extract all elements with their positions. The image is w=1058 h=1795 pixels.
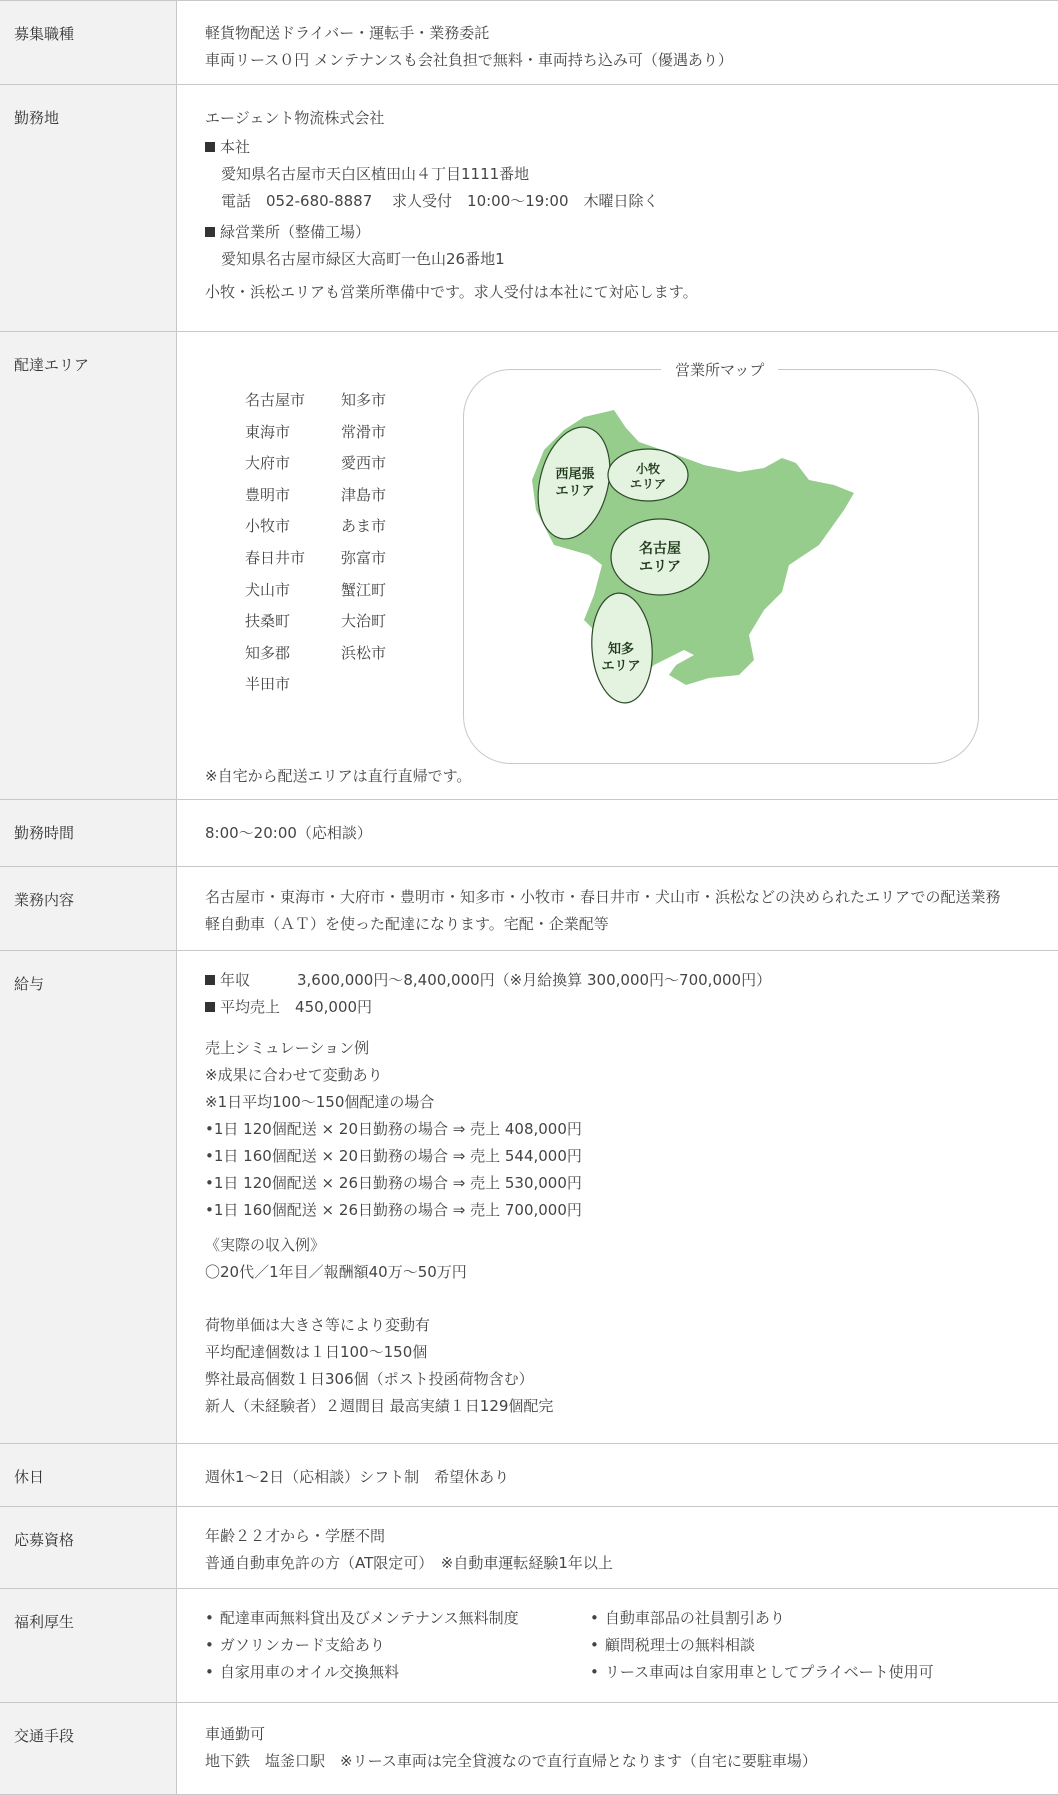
area-item: 名古屋市 [245,391,306,409]
row-benefits [0,1589,1058,1703]
square-bullet-icon [205,1002,215,1012]
benefit-item: • 顧問税理士の無料相談 [590,1632,970,1659]
area-item: 扶桑町 [245,612,291,631]
row-label: 応募資格 [0,1507,177,1588]
row-label: 業務内容 [0,867,177,950]
row-label: 交通手段 [0,1703,177,1794]
hq-title: 本社 [220,138,251,156]
row-value [177,1,1058,84]
holidays-value: 週休1～2日（応相談）シフト制 希望休あり [205,1468,510,1486]
area-item: あま市 [341,517,387,536]
simulation-line: •1日 160個配送 × 20日勤務の場合 ⇒ 売上 544,000円 [205,1147,582,1165]
row-value [177,1703,1058,1794]
qualification-line: 年齢２２才から・学歴不問 [205,1527,386,1545]
square-bullet-icon [205,227,215,237]
area-item: 弥富市 [341,548,387,567]
square-bullet-icon [205,142,215,152]
area-item: 大治町 [341,612,387,631]
row-value [177,332,1058,799]
area-item: 浜松市 [341,643,387,662]
branch-title: 緑営業所（整備工場） [220,223,371,241]
area-item: 東海市 [245,422,291,441]
transport-line: 車通勤可 [205,1725,266,1743]
row-salary [0,951,1058,1444]
duties-line: 名古屋市・東海市・大府市・豊明市・知多市・小牧市・春日井市・犬山市・浜松などの決められたエリアでの配送業務 [205,888,1001,906]
row-value [177,1589,1058,1702]
row-hours [0,800,1058,867]
job-type-line: 軽貨物配送ドライバー・運転手・業務委託 [205,24,490,42]
benefit-item: • 配達車両無料貸出及びメンテナンス無料制度 [205,1605,590,1632]
map-title: 営業所マップ [661,360,778,380]
hours-value: 8:00～20:00（応相談） [205,824,372,842]
simulation-line: ※1日平均100〜150個配達の場合 [205,1093,435,1111]
row-duties [0,867,1058,951]
row-value [177,800,1058,866]
row-job-type [0,1,1058,85]
salary-note-line: 新人（未経験者）２週間目 最高実績１日129個配完 [205,1397,554,1415]
area-item: 犬山市 [245,580,291,599]
qualification-line: 普通自動車免許の方（AT限定可） ※自動車運転経験1年以上 [205,1554,613,1572]
area-item: 春日井市 [245,548,306,567]
area-list [245,387,421,698]
map-label-chita: 知多 [607,642,635,657]
simulation-line: •1日 120個配送 × 20日勤務の場合 ⇒ 売上 408,000円 [205,1120,582,1138]
area-map-svg [464,370,980,765]
annual-label: 年収 [220,971,251,989]
simulation-line: 売上シミュレーション例 [205,1039,370,1057]
row-delivery-area [0,332,1058,800]
map-label-area: エリア [555,484,595,499]
salary-average [205,994,1058,1021]
salary-note-line: 弊社最高個数１日306個（ポスト投函荷物含む） [205,1370,534,1388]
benefit-item: • リース車両は自家用車としてプライベート使用可 [590,1659,970,1686]
average-value: 450,000円 [295,998,373,1016]
area-item: 大府市 [245,454,291,473]
map-label-area: エリア [601,659,641,674]
area-item: 知多市 [341,391,387,409]
benefits-list [205,1605,1058,1686]
branch-heading [205,219,1058,246]
benefit-item: • ガソリンカード支給あり [205,1632,590,1659]
map-label-nagoya: 名古屋 [639,541,681,557]
benefit-item: • 自動車部品の社員割引あり [590,1605,970,1632]
salary-note-line: 平均配達個数は１日100～150個 [205,1343,428,1361]
annual-value: 3,600,000円～8,400,000円（※月給換算 300,000円～700,000円） [297,971,772,989]
area-item: 愛西市 [341,454,387,473]
row-label: 休日 [0,1444,177,1506]
row-value [177,951,1058,1443]
company-name: エージェント物流株式会社 [205,109,385,127]
area-item: 知多郡 [245,643,291,662]
hq-contact: 電話 052-680-8887 求人受付 10:00～19:00 木曜日除く [221,192,659,210]
map-label-area: エリア [629,477,667,491]
area-item: 半田市 [245,675,291,694]
area-item: 蟹江町 [341,580,387,599]
row-value [177,1507,1058,1588]
map-label-area: エリア [639,559,681,575]
hq-heading [205,134,1058,161]
duties-line: 軽自動車（ＡＴ）を使った配達になります。宅配・企業配等 [205,915,609,933]
transport-line: 地下鉄 塩釜口駅 ※リース車両は完全貸渡なので直行直帰となります（自宅に要駐車場） [205,1752,817,1770]
row-label: 勤務時間 [0,800,177,866]
row-label: 給与 [0,951,177,1443]
office-map [463,361,979,764]
income-example-line: 《実際の収入例》 [205,1236,326,1254]
row-qualifications [0,1507,1058,1589]
row-value [177,85,1058,331]
row-transport [0,1703,1058,1795]
area-item: 常滑市 [341,422,387,441]
branch-address: 愛知県名古屋市緑区大高町一色山26番地1 [221,250,505,268]
simulation-line: ※成果に合わせて変動あり [205,1066,383,1084]
income-example-line: 〇20代／1年目／報酬額40万～50万円 [205,1263,467,1281]
row-label: 福利厚生 [0,1589,177,1702]
area-item: 津島市 [341,485,387,504]
row-location [0,85,1058,332]
simulation-line: •1日 120個配送 × 26日勤務の場合 ⇒ 売上 530,000円 [205,1174,582,1192]
job-type-line: 車両リース０円 メンテナンスも会社負担で無料・車両持ち込み可（優遇あり） [205,51,733,69]
benefit-item: • 自家用車のオイル交換無料 [205,1659,590,1686]
row-label: 勤務地 [0,85,177,331]
area-item: 小牧市 [245,517,291,536]
average-label: 平均売上 [220,998,281,1016]
simulation-line: •1日 160個配送 × 26日勤務の場合 ⇒ 売上 700,000円 [205,1201,582,1219]
location-note: 小牧・浜松エリアも営業所準備中です。求人受付は本社にて対応します。 [205,283,698,301]
hq-address: 愛知県名古屋市天白区植田山４丁目1111番地 [221,165,530,183]
row-value [177,1444,1058,1506]
nagoya-area-bubble [611,519,709,595]
map-label-komaki: 小牧 [635,462,661,476]
row-value [177,867,1058,950]
row-holidays [0,1444,1058,1507]
area-item: 豊明市 [245,485,291,504]
salary-note-line: 荷物単価は大きさ等により変動有 [205,1316,431,1334]
row-label: 募集職種 [0,1,177,84]
map-label-nishiobari: 西尾張 [555,467,595,482]
salary-annual [205,967,1058,994]
delivery-note: ※自宅から配送エリアは直行直帰です。 [205,767,472,785]
row-label: 配達エリア [0,332,177,799]
square-bullet-icon [205,975,215,985]
